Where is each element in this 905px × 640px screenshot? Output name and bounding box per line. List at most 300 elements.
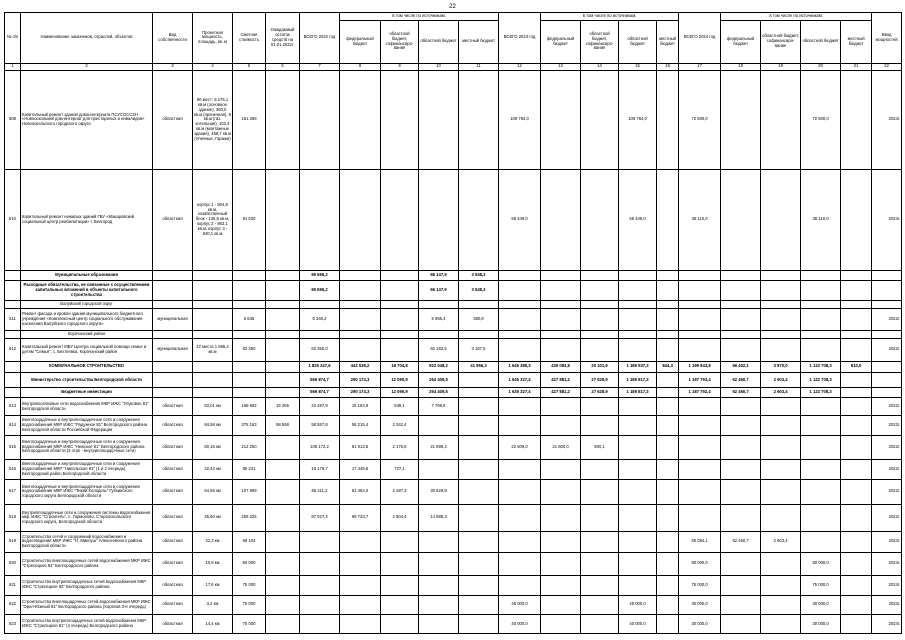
amount-cell: 66 402,1: [721, 361, 761, 372]
amount-cell: 2 176,6: [381, 435, 419, 459]
capacity-cell: 22,44 км: [193, 459, 233, 479]
amount-cell: 60 000,0: [801, 552, 841, 575]
column-number: 9: [381, 63, 419, 71]
capacity-cell: 45,60 км: [193, 504, 233, 531]
amount-cell: [679, 280, 721, 300]
amount-cell: [657, 398, 679, 416]
commissioning-cell: 2022г.: [872, 504, 902, 531]
amount-cell: [381, 338, 419, 361]
ownership-cell: областная: [153, 398, 193, 416]
ownership-cell: областная: [153, 504, 193, 531]
capacity-cell: [193, 280, 233, 300]
amount-cell: [340, 301, 381, 309]
ownership-cell: муниципальная: [153, 338, 193, 361]
amount-cell: 3 870,0: [761, 361, 801, 372]
amount-cell: [419, 169, 459, 270]
hdr-loc-2023: местный бюджет: [657, 20, 679, 63]
amount-cell: [419, 614, 459, 633]
amount-cell: [657, 270, 679, 280]
amount-cell: [459, 479, 499, 504]
amount-cell: 27 628,9: [581, 373, 619, 388]
amount-cell: [841, 575, 872, 595]
capacity-cell: 14,4 км: [193, 614, 233, 633]
hdr-rest: Ожидаемый остаток средств на 01.01.2022г.: [266, 13, 300, 64]
object-name: Валуйский городской округ: [21, 301, 153, 309]
capacity-cell: [193, 308, 233, 331]
column-number: 8: [340, 63, 381, 71]
table-row: [5, 301, 902, 309]
amount-cell: [657, 415, 679, 435]
amount-cell: [266, 71, 300, 170]
amount-cell: [619, 575, 657, 595]
amount-cell: [841, 415, 872, 435]
amount-cell: [499, 575, 541, 595]
amount-cell: [499, 504, 541, 531]
amount-cell: [266, 270, 300, 280]
amount-cell: [233, 280, 266, 300]
amount-cell: [459, 459, 499, 479]
amount-cell: 212 250: [233, 435, 266, 459]
amount-cell: 1 122 708,3: [801, 361, 841, 372]
amount-cell: [581, 552, 619, 575]
column-number: 18: [721, 63, 761, 71]
capacity-cell: [193, 373, 233, 388]
amount-cell: [721, 270, 761, 280]
amount-cell: [721, 595, 761, 614]
amount-cell: 900,1: [581, 435, 619, 459]
amount-cell: [266, 301, 300, 309]
object-name: Внеплощадочные и внутриплощадочные сети и сооружения водоснабжения МКР ИЖС "Радужное 81" Белгородского района Белгородской области Российской Федерации: [21, 415, 153, 435]
amount-cell: [657, 575, 679, 595]
amount-cell: [266, 575, 300, 595]
amount-cell: [581, 504, 619, 531]
amount-cell: [657, 331, 679, 339]
amount-cell: [581, 398, 619, 416]
amount-cell: [541, 614, 581, 633]
table-row: [5, 331, 902, 339]
hdr-reg-2022: областной бюджет: [419, 20, 459, 63]
row-number: 612: [5, 338, 21, 361]
amount-cell: [679, 331, 721, 339]
ownership-cell: областная: [153, 169, 193, 270]
amount-cell: [300, 575, 340, 595]
hdr-cofin-2024: областной бюджет, софинансиро-вание: [761, 20, 801, 63]
amount-cell: 727,1: [381, 459, 419, 479]
amount-cell: [761, 552, 801, 575]
amount-cell: [541, 595, 581, 614]
amount-cell: 36 110,0: [801, 169, 841, 270]
amount-cell: [266, 459, 300, 479]
amount-cell: 566 874,7: [300, 373, 340, 388]
capacity-cell: 17,6 км: [193, 575, 233, 595]
amount-cell: [499, 398, 541, 416]
amount-cell: [300, 331, 340, 339]
amount-cell: [541, 575, 581, 595]
amount-cell: [657, 479, 679, 504]
column-number: 3: [153, 63, 193, 71]
amount-cell: [381, 331, 419, 339]
amount-cell: [459, 552, 499, 575]
amount-cell: [381, 71, 419, 170]
amount-cell: [340, 71, 381, 170]
table-row: [5, 552, 902, 575]
object-name: Внеплощадочные и внутриплощадочные сети и сооружения водоснабжения МКР ИЖС "Тихий Колодезь" Губкинского городского округа Белгородской области: [21, 479, 153, 504]
amount-cell: [541, 169, 581, 270]
amount-cell: [340, 308, 381, 331]
amount-cell: 52 464,0: [340, 479, 381, 504]
hdr-sources-2023: в том числе по источникам:: [541, 13, 679, 21]
amount-cell: [619, 308, 657, 331]
commissioning-cell: 2022г.: [872, 338, 902, 361]
amount-cell: [581, 575, 619, 595]
object-name: Расходные обязательства, не связанные с осуществлением капитальных вложений в объекты капитального строительства: [21, 280, 153, 300]
hdr-cofin-2023: областной бюджет, софинансиро-вание: [581, 20, 619, 63]
commissioning-cell: 2024г.: [872, 575, 902, 595]
amount-cell: [340, 169, 381, 270]
amount-cell: [619, 504, 657, 531]
amount-cell: [657, 614, 679, 633]
amount-cell: [841, 479, 872, 504]
capacity-cell: [193, 270, 233, 280]
object-name: Капитальный ремонт здания дома-интерната ПСУСОССЗН «Новоосколький дом-интернат для престарелых и инвалидов» Новооскольского городского округа: [21, 71, 153, 170]
row-number: [5, 280, 21, 300]
amount-cell: [266, 308, 300, 331]
amount-cell: 109 764,0: [499, 71, 541, 170]
amount-cell: [841, 373, 872, 388]
row-number: 619: [5, 531, 21, 552]
amount-cell: [419, 531, 459, 552]
amount-cell: 2 187,3: [381, 479, 419, 504]
amount-cell: [841, 595, 872, 614]
amount-cell: [619, 552, 657, 575]
object-name: Строительство внутриплощадочных сетей водоснабжения МКР ИЖС "Стрелецкое 81" (4 очередь) Белгородского района: [21, 614, 153, 633]
amount-cell: [340, 531, 381, 552]
hdr-loc-2024: местный бюджет: [841, 20, 872, 63]
amount-cell: [499, 331, 541, 339]
capacity-cell: 54,55 км: [193, 479, 233, 504]
amount-cell: 69 733,7: [340, 504, 381, 531]
amount-cell: 2 603,4: [761, 388, 801, 398]
amount-cell: [801, 338, 841, 361]
row-number: 618: [5, 504, 21, 531]
amount-cell: 1 122 708,3: [801, 373, 841, 388]
table-row: [5, 373, 902, 388]
amount-cell: [761, 331, 801, 339]
hdr-total-2022: ВСЕГО 2022 год: [300, 13, 340, 64]
amount-cell: [721, 504, 761, 531]
amount-cell: [581, 301, 619, 309]
table-row: [5, 614, 902, 633]
table-row: [5, 575, 902, 595]
amount-cell: [499, 479, 541, 504]
amount-cell: [679, 301, 721, 309]
table-row: [5, 531, 902, 552]
amount-cell: [340, 552, 381, 575]
commissioning-cell: [872, 331, 902, 339]
amount-cell: 375 163: [233, 415, 266, 435]
object-name: Капитальный ремонт МБУ Центра социальной помощи семье и детям "Семья", с. Бехтеевка, Корочанский район: [21, 338, 153, 361]
hdr-sources-2024: в том числе по источникам:: [721, 13, 872, 21]
amount-cell: [419, 595, 459, 614]
table-row: [5, 270, 902, 280]
commissioning-cell: [872, 388, 902, 398]
amount-cell: [459, 301, 499, 309]
amount-cell: [381, 575, 419, 595]
amount-cell: [340, 280, 381, 300]
hdr-total-2024: ВСЕГО 2024 год: [679, 13, 721, 64]
object-name: Внутрипоселковые сети водоснабжения МКР ИЖС "Улуковое 81" Белгородской области: [21, 398, 153, 416]
amount-cell: 66 147,9: [419, 280, 459, 300]
amount-cell: [801, 435, 841, 459]
amount-cell: [266, 531, 300, 552]
ownership-cell: областная: [153, 71, 193, 170]
amount-cell: [679, 338, 721, 361]
row-number: 616: [5, 459, 21, 479]
amount-cell: 6 346,2: [300, 308, 340, 331]
amount-cell: 1 189 817,3: [619, 388, 657, 398]
table-row: [5, 479, 902, 504]
amount-cell: [679, 479, 721, 504]
amount-cell: [266, 331, 300, 339]
amount-cell: [266, 479, 300, 504]
amount-cell: 109 764,0: [619, 71, 657, 170]
amount-cell: [340, 331, 381, 339]
amount-cell: [266, 552, 300, 575]
amount-cell: [499, 308, 541, 331]
object-name: Внутриплощадочные сети и сооружения системы водоснабжения мкр. ИЖС "Строитель", с. Гармоново, Старооскольского городского округа, Белгородской области: [21, 504, 153, 531]
commissioning-cell: 2022г.: [872, 415, 902, 435]
object-name: Муниципальные образования: [21, 270, 153, 280]
ownership-cell: областная: [153, 459, 193, 479]
row-number: 623: [5, 614, 21, 633]
amount-cell: [340, 575, 381, 595]
hdr-cofin-2022: областной бюджет, софинансиро-вание: [381, 20, 419, 63]
amount-cell: [761, 338, 801, 361]
table-row: [5, 398, 902, 416]
hdr-total-2023: ВСЕГО 2023 год: [499, 13, 541, 64]
amount-cell: 15 465: [266, 398, 300, 416]
row-number: [5, 331, 21, 339]
ownership-cell: областная: [153, 531, 193, 552]
table-row: [5, 459, 902, 479]
amount-cell: [581, 169, 619, 270]
table-row: [5, 595, 902, 614]
amount-cell: 55 448,0: [499, 169, 541, 270]
capacity-cell: 42 места 1 565,2 кв.м: [193, 338, 233, 361]
amount-cell: [499, 280, 541, 300]
amount-cell: [679, 270, 721, 280]
ownership-cell: областная: [153, 595, 193, 614]
amount-cell: 72 500,0: [801, 71, 841, 170]
amount-cell: 2 603,4: [761, 531, 801, 552]
amount-cell: 21 600,0: [541, 435, 581, 459]
amount-cell: [381, 270, 419, 280]
amount-cell: 56 215,4: [340, 415, 381, 435]
amount-cell: [657, 280, 679, 300]
amount-cell: 30 000,0: [679, 595, 721, 614]
capacity-cell: [193, 361, 233, 372]
table-row: [5, 388, 902, 398]
amount-cell: [841, 614, 872, 633]
amount-cell: [419, 575, 459, 595]
amount-cell: [266, 614, 300, 633]
amount-cell: [541, 479, 581, 504]
amount-cell: 85 241: [233, 459, 266, 479]
amount-cell: [679, 308, 721, 331]
amount-cell: 3 167,5: [459, 338, 499, 361]
amount-cell: 18 704,8: [381, 361, 419, 372]
amount-cell: [541, 552, 581, 575]
amount-cell: [721, 71, 761, 170]
amount-cell: 66 147,9: [419, 270, 459, 280]
amount-cell: [381, 301, 419, 309]
amount-cell: [619, 479, 657, 504]
column-number: 2: [21, 63, 153, 71]
column-number: 5: [233, 63, 266, 71]
table-row: [5, 338, 902, 361]
amount-cell: [300, 595, 340, 614]
ownership-cell: [153, 280, 193, 300]
amount-cell: [657, 169, 679, 270]
row-number: 611: [5, 308, 21, 331]
capacity-cell: 53,01 км: [193, 398, 233, 416]
amount-cell: 60 000,0: [679, 552, 721, 575]
amount-cell: [499, 338, 541, 361]
amount-cell: [841, 338, 872, 361]
amount-cell: [801, 280, 841, 300]
commissioning-cell: 2024г.: [872, 614, 902, 633]
capacity-cell: корпус 1 - 804,8 кв.м, хозяйственный блок - 135,5 кв.м, корпус 2 - 863,1 кв.м, корпус 3 - 840,1 кв.м: [193, 169, 233, 270]
amount-cell: 65 084,1: [679, 531, 721, 552]
column-number: 22: [872, 63, 902, 71]
amount-cell: 68 104: [233, 531, 266, 552]
hdr-fed-2022: федеральный бюджет: [340, 20, 381, 63]
amount-cell: [541, 459, 581, 479]
amount-cell: [581, 531, 619, 552]
commissioning-cell: [872, 280, 902, 300]
amount-cell: [419, 301, 459, 309]
ownership-cell: муниципальная: [153, 308, 193, 331]
ownership-cell: областная: [153, 415, 193, 435]
amount-cell: 1 825 247,6: [300, 361, 340, 372]
amount-cell: [499, 459, 541, 479]
amount-cell: 380,8: [459, 308, 499, 331]
amount-cell: [657, 531, 679, 552]
amount-cell: [541, 71, 581, 170]
object-name: Строительство сетей и сооружений водоснабжения и водоотведения МКР ИЖС "Н. Миклуш" Алексеевского района Белгородской области: [21, 531, 153, 552]
commissioning-cell: 2024г.: [872, 531, 902, 552]
amount-cell: [657, 435, 679, 459]
amount-cell: [761, 398, 801, 416]
amount-cell: [657, 301, 679, 309]
amount-cell: [761, 459, 801, 479]
amount-cell: [340, 595, 381, 614]
amount-cell: [619, 415, 657, 435]
amount-cell: [761, 169, 801, 270]
commissioning-cell: 2022г.: [872, 479, 902, 504]
amount-cell: [419, 552, 459, 575]
amount-cell: [499, 301, 541, 309]
object-name: Бюджетные инвестиции: [21, 388, 153, 398]
amount-cell: [499, 531, 541, 552]
column-number-row: [5, 63, 902, 71]
column-number: 10: [419, 63, 459, 71]
amount-cell: 6 645: [233, 308, 266, 331]
amount-cell: [761, 415, 801, 435]
amount-cell: [581, 614, 619, 633]
amount-cell: [541, 398, 581, 416]
amount-cell: [619, 531, 657, 552]
hdr-fed-2024: федеральный бюджет: [721, 20, 761, 63]
amount-cell: [459, 169, 499, 270]
column-number: 17: [679, 63, 721, 71]
amount-cell: [657, 71, 679, 170]
amount-cell: 168 602: [233, 398, 266, 416]
amount-cell: 1 187 792,4: [679, 388, 721, 398]
amount-cell: [541, 415, 581, 435]
amount-cell: [499, 552, 541, 575]
amount-cell: [801, 301, 841, 309]
commissioning-cell: [872, 361, 902, 372]
amount-cell: [657, 373, 679, 388]
amount-cell: [459, 388, 499, 398]
amount-cell: 62 460,7: [721, 373, 761, 388]
row-number: 610: [5, 169, 21, 270]
amount-cell: 41 956,3: [459, 361, 499, 372]
amount-cell: [761, 479, 801, 504]
column-number: 21: [841, 63, 872, 71]
amount-cell: [541, 270, 581, 280]
amount-cell: [541, 504, 581, 531]
amount-cell: [233, 301, 266, 309]
amount-cell: 30 000,0: [679, 614, 721, 633]
amount-cell: 30 000,0: [801, 614, 841, 633]
amount-cell: 75 000,0: [679, 575, 721, 595]
amount-cell: [381, 531, 419, 552]
amount-cell: [581, 71, 619, 170]
table-row: [5, 504, 902, 531]
amount-cell: [841, 71, 872, 170]
amount-cell: [381, 614, 419, 633]
hdr-sources-2022: в том числе по источникам:: [340, 13, 499, 21]
amount-cell: [721, 331, 761, 339]
capacity-cell: [193, 388, 233, 398]
table-row: [5, 415, 902, 435]
commissioning-cell: 2024г.: [872, 595, 902, 614]
amount-cell: [300, 301, 340, 309]
amount-cell: 427 881,2: [541, 373, 581, 388]
amount-cell: [841, 270, 872, 280]
amount-cell: 1 197 793,4: [679, 373, 721, 388]
amount-cell: 21 698,4: [419, 435, 459, 459]
hdr-fed-2023: федеральный бюджет: [541, 20, 581, 63]
amount-cell: [300, 552, 340, 575]
amount-cell: 1 122 708,3: [801, 388, 841, 398]
amount-cell: [761, 595, 801, 614]
amount-cell: [761, 71, 801, 170]
object-name: Внеплощадочные и внутриплощадочные сети и сооружения водоснабжения МКР ИЖС "Нежское 81" Белгородского района Белгородской области (3 этап - внутриплощадочные сети): [21, 435, 153, 459]
amount-cell: [459, 614, 499, 633]
capacity-cell: [193, 331, 233, 339]
amount-cell: [761, 575, 801, 595]
row-number: [5, 270, 21, 280]
hdr-reg-2024: областной бюджет: [801, 20, 841, 63]
amount-cell: [619, 338, 657, 361]
object-name: Внеплощадочные и внутриплощадочные сети и сооружения водоснабжения МКР "Никольское 81" (1 и 2 очередь) Белгородский район Белгородской области: [21, 459, 153, 479]
amount-cell: [381, 308, 419, 331]
amount-cell: [266, 338, 300, 361]
amount-cell: 62 460,7: [721, 388, 761, 398]
